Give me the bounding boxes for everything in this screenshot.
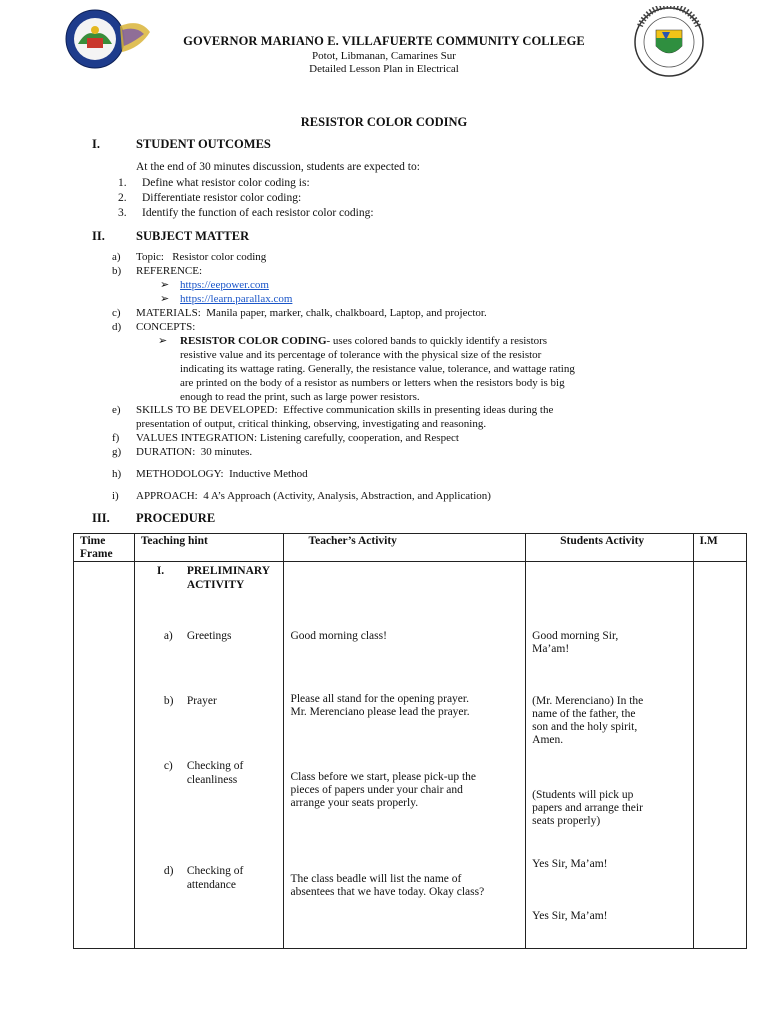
student-text: son and the holy spirit, xyxy=(532,721,638,733)
header-text: Teaching hint xyxy=(140,535,208,547)
im-cell xyxy=(693,562,746,949)
prelim-title: ACTIVITY xyxy=(186,579,245,591)
hint-letter: a) xyxy=(163,630,173,642)
reference-link[interactable]: https://eepower.com xyxy=(180,279,269,291)
teacher-text: pieces of papers under your chair and xyxy=(290,784,463,796)
concept-term: RESISTOR COLOR CODING xyxy=(180,335,327,347)
table-header-row xyxy=(74,534,747,562)
duration-line: DURATION: 30 minutes. xyxy=(136,446,253,458)
hint-text: Prayer xyxy=(186,695,217,707)
student-text: Amen. xyxy=(532,734,564,746)
hint-text: Checking of xyxy=(186,865,244,877)
item-label: e) xyxy=(112,404,121,416)
col-header-students-activity xyxy=(526,534,693,562)
section-2-number: II. xyxy=(92,229,105,243)
item-label: c) xyxy=(112,307,121,319)
item-label: g) xyxy=(112,446,122,458)
arrow-bullet-icon: ➢ xyxy=(160,292,170,305)
student-text: Ma’am! xyxy=(532,643,570,655)
teacher-text: Mr. Merenciano please lead the prayer. xyxy=(290,706,470,718)
header-text: Time Frame xyxy=(80,535,113,560)
student-text: Good morning Sir, xyxy=(532,630,619,642)
col-header-teaching-hint xyxy=(134,534,284,562)
outcome-number: 1. xyxy=(118,177,127,189)
document-title: RESISTOR COLOR CODING xyxy=(300,115,468,129)
col-header-teacher-activity xyxy=(284,534,526,562)
teacher-text: arrange your seats properly. xyxy=(290,797,419,809)
procedure-table xyxy=(73,533,747,949)
teacher-text: absentees that we have today. Okay class? xyxy=(290,886,485,898)
col-header-time-frame xyxy=(74,534,135,562)
header-text: Teacher’s Activity xyxy=(308,535,397,547)
item-label: h) xyxy=(112,468,122,480)
concept-text: enough to read the print, such as large power resistors. xyxy=(180,391,420,403)
approach-line: APPROACH: 4 A’s Approach (Activity, Analysis, Abstraction, and Application) xyxy=(136,490,491,502)
student-text: papers and arrange their xyxy=(532,802,643,814)
time-frame-cell xyxy=(74,562,135,949)
teaching-hint-cell xyxy=(134,562,284,949)
reference-heading: REFERENCE: xyxy=(136,265,203,277)
hint-text: cleanliness xyxy=(186,774,238,786)
outcome-number: 3. xyxy=(118,207,127,219)
hint-text: attendance xyxy=(186,879,236,891)
hint-text: Checking of xyxy=(186,760,244,772)
skills-line: presentation of output, critical thinking, observing, investigating and reasoning. xyxy=(136,418,487,430)
header-text: Students Activity xyxy=(560,535,645,547)
hint-letter: c) xyxy=(163,760,173,772)
arrow-bullet-icon: ➢ xyxy=(158,334,168,347)
materials-line: MATERIALS: Manila paper, marker, chalk, chalkboard, Laptop, and projector. xyxy=(136,307,487,319)
teacher-activity-cell xyxy=(284,562,526,949)
hint-letter: b) xyxy=(163,695,174,707)
section-1-title: STUDENT OUTCOMES xyxy=(136,137,271,151)
item-label: f) xyxy=(112,432,120,444)
concepts-heading: CONCEPTS: xyxy=(136,321,196,333)
outcome-item: Differentiate resistor color coding: xyxy=(142,192,302,204)
methodology-line: METHODOLOGY: Inductive Method xyxy=(136,468,308,480)
prelim-title: PRELIMINARY xyxy=(186,565,271,577)
hint-letter: d) xyxy=(163,865,174,877)
arrow-bullet-icon: ➢ xyxy=(160,278,170,291)
item-label: b) xyxy=(112,265,122,277)
teacher-text: Good morning class! xyxy=(290,630,387,642)
hint-text: Greetings xyxy=(186,630,232,642)
table-row xyxy=(74,562,747,949)
teacher-text: Class before we start, please pick-up the xyxy=(290,771,477,783)
outcomes-intro: At the end of 30 minutes discussion, students are expected to: xyxy=(136,161,420,173)
concept-definition xyxy=(180,335,547,349)
header-text: I.M xyxy=(699,535,718,547)
lesson-plan-subtitle: Detailed Lesson Plan in Electrical xyxy=(309,63,459,75)
item-label: a) xyxy=(112,251,121,263)
concept-text: indicating its wattage rating. Generally, the resistance value, tolerance, and wattage rating xyxy=(180,363,575,375)
section-2-title: SUBJECT MATTER xyxy=(136,229,250,243)
outcome-item: Identify the function of each resistor color coding: xyxy=(142,207,374,219)
col-header-im xyxy=(693,534,746,562)
concept-text: resistive value and its percentage of tolerance with the physical size of the resistor xyxy=(180,349,542,361)
section-3-number: III. xyxy=(92,511,110,525)
item-label: i) xyxy=(112,490,119,502)
skills-line: SKILLS TO BE DEVELOPED: Effective communication skills in presenting ideas during the xyxy=(136,404,554,416)
section-1-number: I. xyxy=(92,137,100,151)
teacher-text: Please all stand for the opening prayer. xyxy=(290,693,469,705)
student-text: name of the father, the xyxy=(532,708,636,720)
students-activity-cell xyxy=(526,562,693,949)
prelim-number: I. xyxy=(156,565,165,577)
reference-link[interactable]: https://learn.parallax.com xyxy=(180,293,293,305)
student-text: Yes Sir, Ma’am! xyxy=(532,910,608,922)
item-label: d) xyxy=(112,321,122,333)
student-text: Yes Sir, Ma’am! xyxy=(532,858,608,870)
concept-text: - uses colored bands to quickly identify a resistors xyxy=(326,335,548,347)
outcome-item: Define what resistor color coding is: xyxy=(142,177,310,189)
student-text: (Students will pick up xyxy=(532,789,634,801)
values-line: VALUES INTEGRATION: Listening carefully, cooperation, and Respect xyxy=(136,432,459,444)
section-3-title: PROCEDURE xyxy=(136,511,216,525)
teacher-text: The class beadle will list the name of xyxy=(290,873,462,885)
college-address: Potot, Libmanan, Camarines Sur xyxy=(312,50,456,62)
concept-text: are printed on the body of a resistor as numbers or letters when the resistors body is big xyxy=(180,377,565,389)
student-text: seats properly) xyxy=(532,815,601,827)
outcome-number: 2. xyxy=(118,192,127,204)
college-name: GOVERNOR MARIANO E. VILLAFUERTE COMMUNITY COLLEGE xyxy=(183,34,585,48)
student-text: (Mr. Merenciano) In the xyxy=(532,695,644,707)
topic-line: Topic: Resistor color coding xyxy=(136,251,267,263)
